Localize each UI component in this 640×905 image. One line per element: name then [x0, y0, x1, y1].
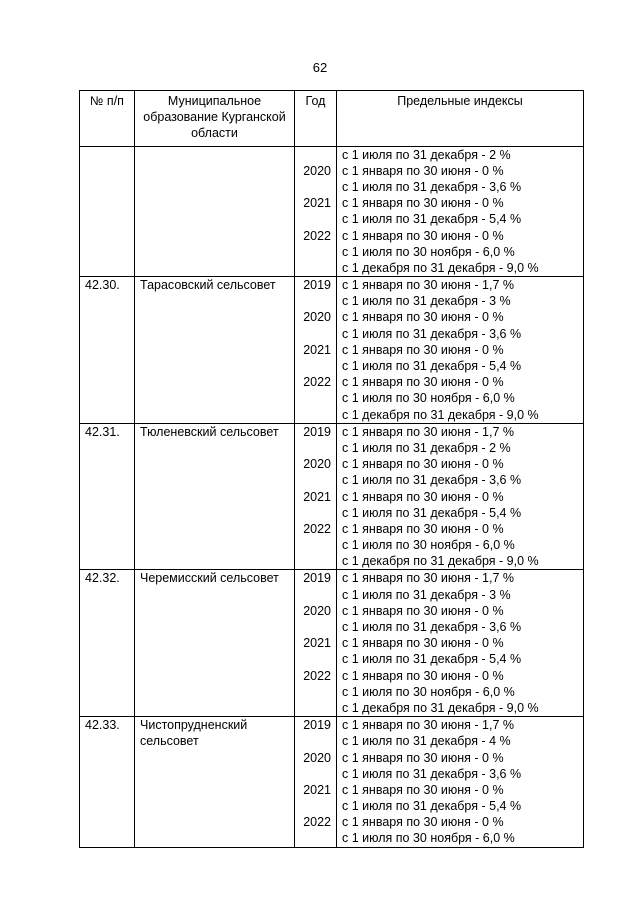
index-line: с 1 января по 30 июня - 0 % — [342, 603, 504, 618]
year-line — [295, 553, 331, 569]
year-line — [295, 407, 331, 423]
index-line: с 1 июля по 31 декабря - 5,4 % — [342, 359, 522, 374]
index-line: с 1 июля по 31 декабря - 3 % — [342, 587, 511, 602]
year-line: 2022 — [303, 521, 331, 536]
index-line: с 1 июля по 31 декабря - 5,4 % — [342, 505, 522, 520]
year-line — [295, 505, 331, 521]
year-line — [295, 440, 331, 456]
indices-table — [79, 90, 584, 848]
year-line — [295, 619, 331, 635]
year-line — [295, 244, 331, 260]
table-body — [80, 146, 584, 847]
indices-cell — [337, 717, 584, 848]
index-line: с 1 января по 30 июня - 0 % — [342, 375, 504, 390]
index-line: с 1 января по 30 июня - 0 % — [342, 457, 504, 472]
year-line — [295, 700, 331, 716]
index-line: с 1 июля по 30 ноября - 6,0 % — [342, 538, 515, 553]
year-line: 2019 — [303, 424, 331, 439]
index-line: с 1 декабря по 31 декабря - 9,0 % — [342, 554, 539, 569]
year-cell — [295, 423, 337, 570]
year-line: 2022 — [303, 668, 331, 683]
year-cell — [295, 570, 337, 717]
municipality-name — [135, 146, 295, 277]
year-line: 2020 — [303, 603, 331, 618]
index-line: с 1 января по 30 июня - 0 % — [342, 228, 504, 243]
index-line: с 1 января по 30 июня - 0 % — [342, 782, 504, 797]
year-line — [295, 326, 331, 342]
year-cell — [295, 146, 337, 277]
indices-cell — [337, 277, 584, 424]
table-row — [80, 423, 584, 570]
index-line: с 1 июля по 30 ноября - 6,0 % — [342, 684, 515, 699]
municipality-name: Тюленевский сельсовет — [135, 423, 295, 570]
index-line: с 1 июля по 30 ноября - 6,0 % — [342, 244, 515, 259]
year-line: 2020 — [303, 310, 331, 325]
index-line: с 1 января по 30 июня - 0 % — [342, 196, 504, 211]
year-cell — [295, 717, 337, 848]
index-line: с 1 января по 30 июня - 0 % — [342, 310, 504, 325]
index-line: с 1 января по 30 июня - 0 % — [342, 521, 504, 536]
index-line: с 1 января по 30 июня - 0 % — [342, 489, 504, 504]
index-line: с 1 января по 30 июня - 0 % — [342, 815, 504, 830]
year-line — [295, 651, 331, 667]
year-cell — [295, 277, 337, 424]
index-line: с 1 января по 30 июня - 1,7 % — [342, 718, 514, 733]
year-line — [295, 798, 331, 814]
index-line: с 1 декабря по 31 декабря - 9,0 % — [342, 260, 539, 275]
table-row — [80, 277, 584, 424]
year-line — [295, 684, 331, 700]
index-line: с 1 января по 30 июня - 0 % — [342, 750, 504, 765]
indices-cell — [337, 423, 584, 570]
year-line — [295, 390, 331, 406]
row-number — [80, 146, 135, 277]
year-line: 2021 — [303, 636, 331, 651]
index-line: с 1 июля по 31 декабря - 2 % — [342, 440, 511, 455]
year-line — [295, 147, 331, 163]
index-line: с 1 января по 30 июня - 0 % — [342, 342, 504, 357]
year-line — [295, 260, 331, 276]
year-line: 2020 — [303, 457, 331, 472]
year-line — [295, 211, 331, 227]
table-row — [80, 146, 584, 277]
year-line: 2021 — [303, 342, 331, 357]
index-line: с 1 декабря по 31 декабря - 9,0 % — [342, 700, 539, 715]
year-line: 2022 — [303, 815, 331, 830]
row-number: 42.32. — [80, 570, 135, 717]
year-line — [295, 733, 331, 749]
index-line: с 1 июля по 31 декабря - 5,4 % — [342, 652, 522, 667]
table-header-row — [80, 91, 584, 147]
row-number: 42.33. — [80, 717, 135, 848]
year-line: 2019 — [303, 278, 331, 293]
index-line: с 1 июля по 31 декабря - 3,6 % — [342, 326, 522, 341]
year-line: 2022 — [303, 375, 331, 390]
index-line: с 1 января по 30 июня - 0 % — [342, 163, 504, 178]
index-line: с 1 июля по 30 ноября - 6,0 % — [342, 391, 515, 406]
indices-cell — [337, 146, 584, 277]
year-line — [295, 472, 331, 488]
year-line: 2021 — [303, 196, 331, 211]
header-indices: Предельные индексы — [337, 91, 584, 147]
year-line — [295, 179, 331, 195]
index-line: с 1 января по 30 июня - 1,7 % — [342, 571, 514, 586]
indices-cell — [337, 570, 584, 717]
index-line: с 1 июля по 31 декабря - 4 % — [342, 734, 511, 749]
year-line: 2021 — [303, 489, 331, 504]
index-line: с 1 июля по 31 декабря - 3,6 % — [342, 473, 522, 488]
header-year: Год — [295, 91, 337, 147]
index-line: с 1 июля по 30 ноября - 6,0 % — [342, 831, 515, 846]
year-line — [295, 358, 331, 374]
year-line: 2019 — [303, 571, 331, 586]
municipality-name: Тарасовский сельсовет — [135, 277, 295, 424]
year-line — [295, 830, 331, 846]
index-line: с 1 июля по 31 декабря - 3,6 % — [342, 179, 522, 194]
year-line: 2020 — [303, 163, 331, 178]
index-line: с 1 июля по 31 декабря - 3,6 % — [342, 766, 522, 781]
year-line — [295, 537, 331, 553]
year-line — [295, 766, 331, 782]
municipality-name: Черемисский сельсовет — [135, 570, 295, 717]
index-line: с 1 июля по 31 декабря - 2 % — [342, 147, 511, 162]
index-line: с 1 января по 30 июня - 0 % — [342, 668, 504, 683]
table-row — [80, 570, 584, 717]
row-number: 42.31. — [80, 423, 135, 570]
year-line — [295, 293, 331, 309]
year-line: 2019 — [303, 718, 331, 733]
index-line: с 1 января по 30 июня - 1,7 % — [342, 278, 514, 293]
year-line: 2021 — [303, 782, 331, 797]
table-row — [80, 717, 584, 848]
index-line: с 1 января по 30 июня - 1,7 % — [342, 424, 514, 439]
page-number: 62 — [312, 60, 328, 75]
row-number: 42.30. — [80, 277, 135, 424]
municipality-name: Чистопрудненский сельсовет — [135, 717, 295, 848]
index-line: с 1 декабря по 31 декабря - 9,0 % — [342, 407, 539, 422]
index-line: с 1 июля по 31 декабря - 5,4 % — [342, 799, 522, 814]
header-municipality: Муниципальное образование Курганской области — [135, 91, 295, 147]
year-line — [295, 587, 331, 603]
index-line: с 1 июля по 31 декабря - 5,4 % — [342, 212, 522, 227]
index-line: с 1 июля по 31 декабря - 3,6 % — [342, 620, 522, 635]
header-num: № п/п — [80, 91, 135, 147]
year-line: 2022 — [303, 228, 331, 243]
year-line: 2020 — [303, 750, 331, 765]
index-line: с 1 июля по 31 декабря - 3 % — [342, 294, 511, 309]
index-line: с 1 января по 30 июня - 0 % — [342, 636, 504, 651]
